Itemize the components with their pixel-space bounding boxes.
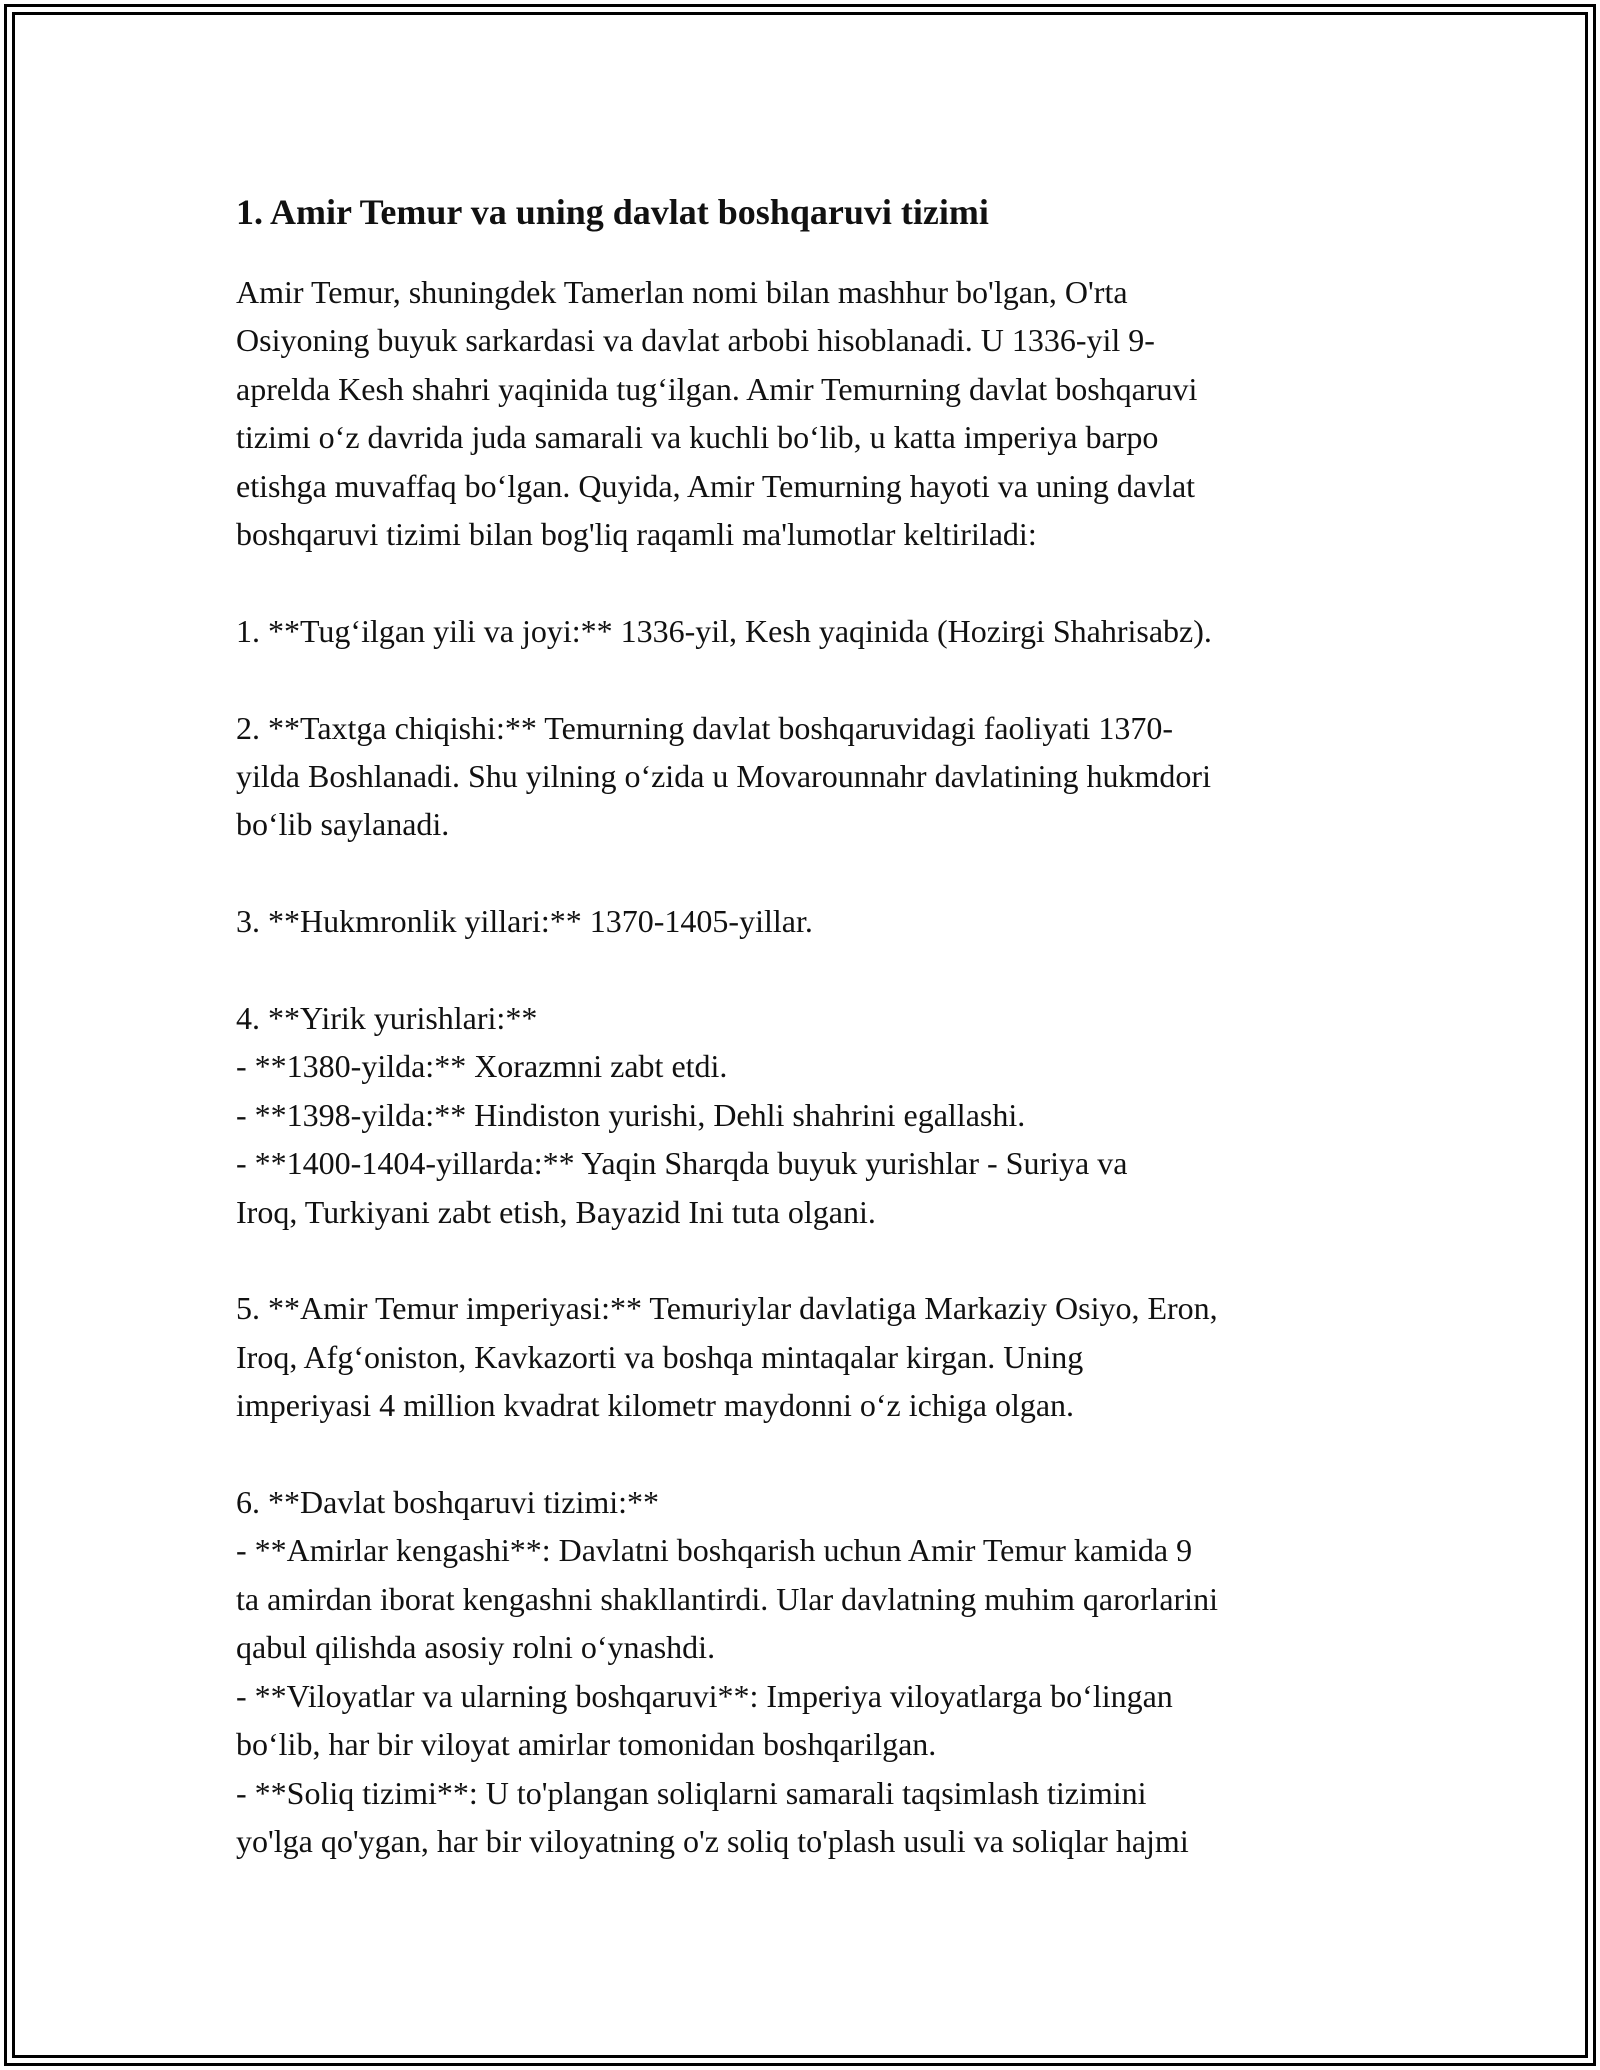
paragraph-gap [236,655,1366,703]
list-item-birth: 1. **Tugʻilgan yili va joyi:** 1336-yil, Kesh yaqinida (Hozirgi Shahrisabz). [236,612,1212,649]
paragraph-gap [236,558,1366,606]
document-body [236,188,1366,1865]
intro-paragraph: Amir Temur, shuningdek Tamerlan nomi bilan mashhur bo'lgan, O'rta Osiyoning buyuk sarkardasi va davlat arbobi hisoblanadi. U 1336-yil 9- aprelda Kesh shahri yaqinida tugʻilgan. Amir Temurning davlat boshqaruvi tizimi oʻz davrida juda samarali va kuchli boʻlib, u katta imperiya barpo etishga muvaffaq boʻlgan. Quyida, Amir Temurning hayoti va uning davlat boshqaruvi tizimi bilan bog'liq raqamli ma'lumotlar keltiriladi: [236,274,1198,553]
list-item-reign: 3. **Hukmronlik yillari:** 1370-1405-yillar. [236,903,813,940]
list-item-throne: 2. **Taxtga chiqishi:** Temurning davlat boshqaruvidagi faoliyati 1370- yilda Boshlanadi. Shu yilning oʻzida u Movarounnahr davlatining hukmdori boʻlib saylanadi. [236,709,1211,843]
list-item-campaigns: 4. **Yirik yurishlari:** - **1380-yilda:** Xorazmni zabt etdi. - **1398-yilda:** Hindiston yurishi, Dehli shahrini egallashi. - **1400-1404-yillarda:** Yaqin Sharqda buyuk yurishlar - Suriya va Iroq, Turkiyani zabt etish, Bayazid Ini tuta olgani. [236,1000,1128,1230]
paragraph-gap [236,1236,1366,1284]
paragraph-gap [236,946,1366,994]
list-item-empire: 5. **Amir Temur imperiyasi:** Temuriylar davlatiga Markaziy Osiyo, Eron, Iroq, Afgʻoniston, Kavkazorti va boshqa mintaqalar kirgan. Uning imperiyasi 4 million kvadrat kilometr maydonni oʻz ichiga olgan. [236,1290,1218,1424]
list-item-governance: 6. **Davlat boshqaruvi tizimi:** - **Amirlar kengashi**: Davlatni boshqarish uchun Amir Temur kamida 9 ta amirdan iborat kengashni shakllantirdi. Ular davlatning muhim qarorlarini qabul qilishda asosiy rolni oʻynashdi. - **Viloyatlar va ularning boshqaruvi**: Imperiya viloyatlarga boʻlingan boʻlib, har bir viloyat amirlar tomonidan boshqarilgan. - **Soliq tizimi**: U to'plangan soliqlarni samarali taqsimlash tizimini yo'lga qo'ygan, har bir viloyatning o'z soliq to'plash usuli va soliqlar hajmi [236,1484,1218,1859]
paragraph-gap [236,849,1366,897]
paragraph-gap [236,1430,1366,1478]
document-title: 1. Amir Temur va uning davlat boshqaruvi tizimi [236,192,989,232]
